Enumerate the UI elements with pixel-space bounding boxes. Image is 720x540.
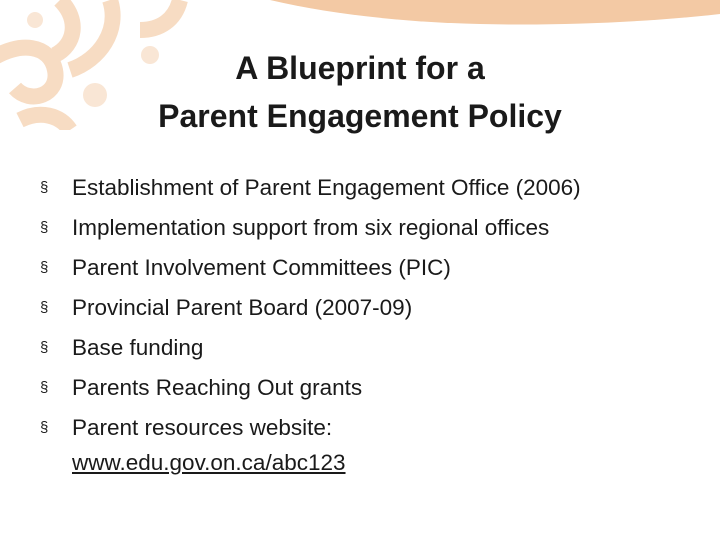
bullet-text: Provincial Parent Board (2007-09) <box>72 295 413 320</box>
bullet-marker-icon: § <box>40 339 49 356</box>
bullet-text: Establishment of Parent Engagement Office (2006) <box>72 175 581 200</box>
bullet-item <box>40 248 690 288</box>
bullet-item <box>40 288 690 328</box>
website-link[interactable]: www.edu.gov.on.ca/abc123 <box>72 450 346 475</box>
bullet-item <box>40 168 690 208</box>
bullet-marker-icon: § <box>40 299 49 316</box>
bullet-item <box>40 328 690 368</box>
slide-title-line-1: A Blueprint for a <box>235 50 485 86</box>
bullet-marker-icon: § <box>40 219 49 236</box>
bullet-marker-icon: § <box>40 179 49 196</box>
bullet-text: Parent resources website: <box>72 415 333 440</box>
bullet-marker-icon: § <box>40 259 49 276</box>
bullet-item <box>40 368 690 408</box>
bullet-text: Parent Involvement Committees (PIC) <box>72 255 451 280</box>
bullet-marker-icon: § <box>40 419 49 436</box>
bullet-text: Implementation support from six regional offices <box>72 215 550 240</box>
slide-title <box>60 44 660 140</box>
bullet-item <box>40 208 690 248</box>
bullet-text: Base funding <box>72 335 204 360</box>
bullet-item <box>40 408 690 482</box>
peach-wave-shape <box>270 0 720 25</box>
slide-title-line-2: Parent Engagement Policy <box>158 98 562 134</box>
bullet-marker-icon: § <box>40 379 49 396</box>
bullet-list <box>40 168 690 482</box>
bullet-text: Parents Reaching Out grants <box>72 375 363 400</box>
